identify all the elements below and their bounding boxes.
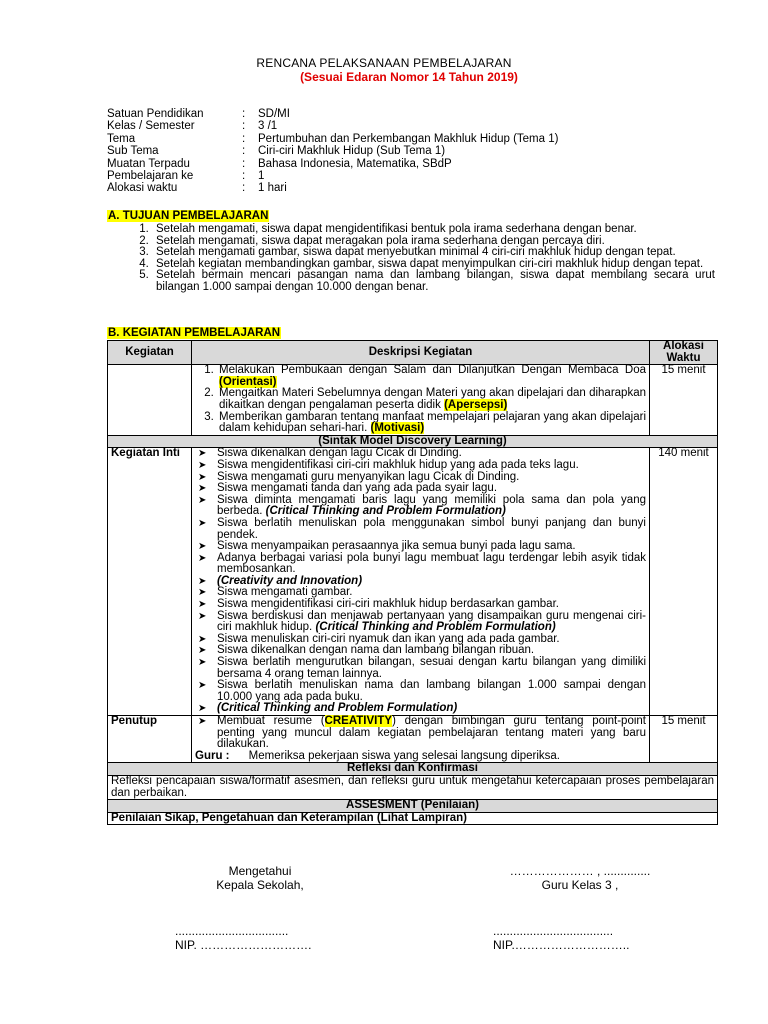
identity-row: Kelas / Semester : 3 /1 — [107, 120, 278, 133]
list-item: 5. Setelah bermain mencari pasangan nama dan lambang bilangan, siswa dapat membilang secara urut bilangan 1.000 sampai dengan 10.000 dengan benar. — [152, 270, 715, 293]
list-item: 1. Melakukan Pembukaan dengan Salam dan Dilanjutkan Dengan Membaca Doa (Orientasi) — [217, 365, 646, 388]
signature-right-nip: .................................... NIP.……………………….. — [493, 924, 630, 952]
identity-row: Pembelajaran ke : 1 — [107, 170, 265, 183]
guru-line: Guru : Memeriksa pekerjaan siswa yang selesai langsung diperiksa. — [195, 749, 560, 762]
identity-block — [107, 108, 558, 195]
list-item: ➤ Siswa menyampaikan perasaannya jika semua bunyi pada lagu sama. — [195, 541, 646, 553]
signature-left: Mengetahui Kepala Sekolah, — [216, 864, 304, 892]
table-row — [108, 365, 718, 436]
list-item: ➤ Siswa berlatih menuliskan nama dan lambang bilangan 1.000 sampai dengan 10.000 yang ada pada buku. — [195, 680, 646, 703]
list-item: ➤ (Creativity and Innovation) — [195, 576, 646, 588]
list-item: ➤ (Critical Thinking and Problem Formulation) — [195, 703, 646, 715]
list-item: 3. Setelah mengamati gambar, siswa dapat menyebutkan minimal 4 ciri-ciri makhluk hidup dengan tepat. — [152, 247, 715, 259]
list-item: 1. Setelah mengamati, siswa dapat mengidentifikasi bentuk pola irama sederhana dengan benar. — [152, 224, 715, 236]
identity-row: Satuan Pendidikan : SD/MI — [107, 108, 290, 120]
identity-row: Tema : Pertumbuhan dan Perkembangan Makhluk Hidup (Tema 1) — [107, 132, 559, 145]
list-item: ➤ Siswa mengamati gambar. — [195, 587, 646, 599]
table-row — [108, 800, 718, 813]
activity-table — [107, 340, 718, 825]
identity-row: Sub Tema : Ciri-ciri Makhluk Hidup (Sub Tema 1) — [107, 145, 446, 158]
inti-cell — [192, 448, 650, 716]
list-item: 2. Setelah mengamati, siswa dapat meragakan pola irama sederhana dengan percaya diri. — [152, 236, 715, 248]
identity-row: Muatan Terpadu : Bahasa Indonesia, Matematika, SBdP — [107, 157, 452, 170]
col-header-alokasi: Alokasi Waktu — [650, 341, 718, 365]
list-item: ➤ Membuat resume (CREATIVITY) dengan bimbingan guru tentang point-point penting yang muncul dalam kegiatan pembelajaran tentang materi yang baru dilakukan. — [195, 716, 646, 751]
time-cell: 15 menit — [650, 716, 718, 763]
list-item: ➤ Siswa diminta mengamati baris lagu yang memiliki pola sama dan pola yang berbeda. (Critical Thinking and Problem Formulation) — [195, 495, 646, 518]
list-item: 3. Memberikan gambaran tentang manfaat mempelajari pelajaran yang akan dipelajari dalam kehidupan sehari-hari. (Motivasi) — [217, 412, 646, 435]
list-item: ➤ Adanya berbagai variasi pola bunyi lagu membuat lagu terdengar lebih asyik tidak membosankan. — [195, 553, 646, 576]
list-item: 2. Mengaitkan Materi Sebelumnya dengan Materi yang akan dipelajari dan diharapkan dikaitkan dengan pengalaman peserta didik (Apersepsi) — [217, 388, 646, 411]
tujuan-list — [127, 224, 715, 294]
section-a-heading: A. TUJUAN PEMBELAJARAN — [108, 210, 269, 222]
table-row — [108, 775, 718, 799]
table-row — [108, 763, 718, 776]
list-item: ➤ Siswa berdiskusi dan menjawab pertanyaan yang disampaikan guru mengenai ciri-ciri makhluk hidup. (Critical Thinking and Problem Formulation) — [195, 611, 646, 634]
time-cell: 15 menit — [650, 365, 718, 436]
penutup-label: Penutup — [108, 716, 192, 763]
list-item: ➤ Siswa mengidentifikasi ciri-ciri makhluk hidup yang ada pada teks lagu. — [195, 460, 646, 472]
table-header-row — [108, 341, 718, 365]
list-item: ➤ Siswa berlatih menuliskan pola menggunakan simbol bunyi panjang dan bunyi pendek. — [195, 518, 646, 541]
time-cell: 140 menit — [650, 448, 718, 716]
refleksi-heading: Refleksi dan Konfirmasi — [108, 763, 718, 776]
table-row — [108, 716, 718, 763]
assesment-text: Penilaian Sikap, Pengetahuan dan Keterampilan (Lihat Lampiran) — [108, 812, 718, 825]
list-item: ➤ Siswa menuliskan ciri-ciri nyamuk dan ikan yang ada pada gambar. — [195, 634, 646, 646]
document-subtitle: (Sesuai Edaran Nomor 14 Tahun 2019) — [300, 70, 518, 84]
section-b-heading: B. KEGIATAN PEMBELAJARAN — [108, 327, 281, 339]
signature-right: ………………… , .............. Guru Kelas 3 , — [509, 864, 651, 892]
sintak-row: (Sintak Model Discovery Learning) — [108, 435, 718, 448]
list-item: ➤ Siswa mengamati tanda dan yang ada pada syair lagu. — [195, 483, 646, 495]
penutup-cell — [192, 716, 650, 763]
table-row — [108, 435, 718, 448]
pendahuluan-cell — [192, 365, 650, 436]
list-item: ➤ Siswa mengamati guru menyanyikan lagu Cicak di Dinding. — [195, 472, 646, 484]
refleksi-text: Refleksi pencapaian siswa/formatif asesmen, dan refleksi guru untuk mengetahui ketercapaian proses pembelajaran dan perbaikan. — [108, 775, 718, 799]
document-title: RENCANA PELAKSANAAN PEMBELAJARAN — [256, 56, 512, 70]
identity-row: Alokasi waktu : 1 hari — [107, 182, 287, 195]
list-item: 4. Setelah kegiatan membandingkan gambar, siswa dapat menyimpulkan ciri-ciri makhluk hidup dengan tepat. — [152, 259, 715, 271]
list-item: ➤ Siswa dikenalkan dengan lagu Cicak di Dinding. — [195, 448, 646, 460]
list-item: ➤ Siswa berlatih mengurutkan bilangan, sesuai dengan kartu bilangan yang dimiliki bersama 4 orang teman lainnya. — [195, 657, 646, 680]
list-item: ➤ Siswa dikenalkan dengan nama dan lambang bilangan ribuan. — [195, 645, 646, 657]
signature-left-nip: .................................. NIP. ………………………. — [175, 924, 312, 952]
table-row — [108, 448, 718, 716]
col-header-deskripsi: Deskripsi Kegiatan — [192, 341, 650, 365]
list-item: ➤ Siswa mengidentifikasi ciri-ciri makhluk hidup berdasarkan gambar. — [195, 599, 646, 611]
assesment-heading: ASSESMENT (Penilaian) — [108, 800, 718, 813]
col-header-kegiatan: Kegiatan — [108, 341, 192, 365]
kegiatan-inti-label: Kegiatan Inti — [108, 448, 192, 716]
table-row — [108, 812, 718, 825]
